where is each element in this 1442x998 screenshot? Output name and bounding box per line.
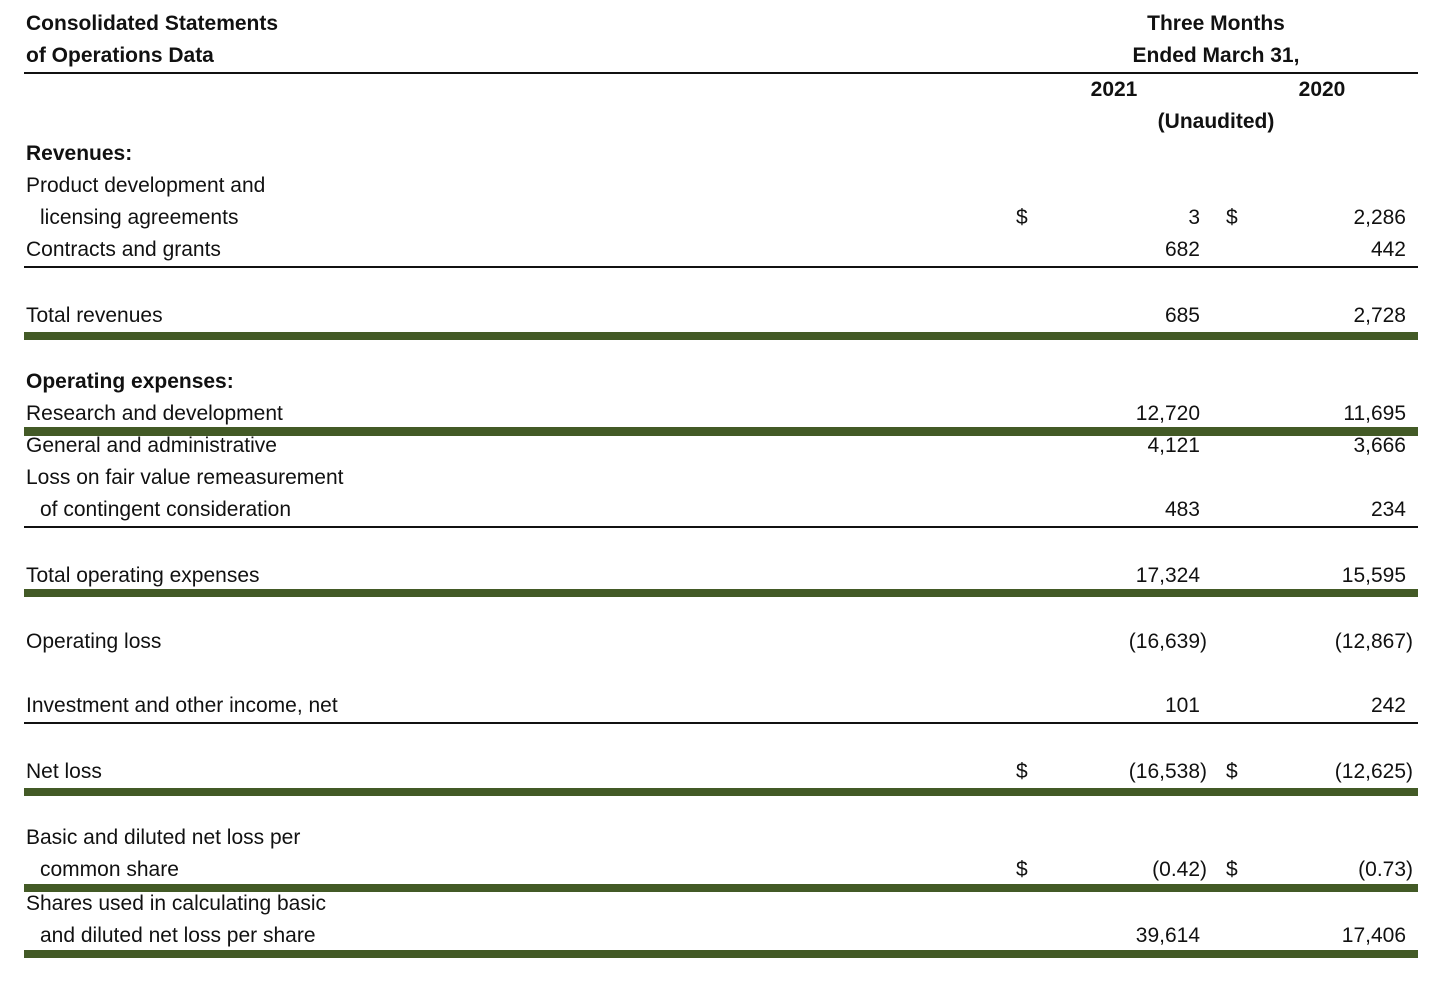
value-2020: 442 — [1370, 238, 1406, 261]
total-rule — [24, 332, 1418, 340]
currency-symbol: $ — [1016, 760, 1028, 783]
subtotal-rule — [24, 526, 1418, 528]
row-label-total-operating-expenses: Total operating expenses — [26, 564, 260, 587]
section-label-operating-expenses: Operating expenses: — [26, 370, 234, 393]
value-2021: (0.42) — [1152, 858, 1207, 881]
header-rule — [24, 72, 1418, 74]
currency-symbol: $ — [1226, 206, 1238, 229]
row-label: Research and development — [26, 402, 283, 425]
unaudited-note: (Unaudited) — [1157, 110, 1275, 133]
value-2020: 2,286 — [1353, 206, 1406, 229]
row-label: Basic and diluted net loss per — [26, 826, 301, 849]
period-header-line2: Ended March 31, — [1132, 44, 1300, 67]
row-label-operating-loss: Operating loss — [26, 630, 162, 653]
section-label-revenues: Revenues: — [26, 142, 133, 165]
row-label: of contingent consideration — [40, 498, 292, 521]
value-2021: (16,639) — [1128, 630, 1207, 653]
total-rule — [24, 788, 1418, 796]
row-label: Contracts and grants — [26, 238, 221, 261]
value-2020: (12,867) — [1334, 630, 1413, 653]
value-2020: 2,728 — [1353, 304, 1406, 327]
row-label-total-revenues: Total revenues — [26, 304, 163, 327]
row-label: Product development and — [26, 174, 266, 197]
subtotal-rule — [24, 722, 1418, 724]
value-2020: (0.73) — [1358, 858, 1413, 881]
row-label: Investment and other income, net — [26, 694, 338, 717]
row-label: General and administrative — [26, 434, 277, 457]
value-2020: 234 — [1370, 498, 1406, 521]
row-label: licensing agreements — [40, 206, 239, 229]
value-2020: 3,666 — [1353, 434, 1406, 457]
row-label-net-loss: Net loss — [26, 760, 102, 783]
value-2020: 11,695 — [1343, 402, 1406, 425]
currency-symbol: $ — [1016, 206, 1028, 229]
value-2021: 3 — [1188, 206, 1200, 229]
row-label: common share — [40, 858, 179, 881]
row-label: Shares used in calculating basic — [26, 892, 327, 915]
value-2020: 242 — [1370, 694, 1406, 717]
period-header-line1: Three Months — [1147, 12, 1285, 35]
value-2020: 17,406 — [1341, 924, 1406, 947]
table-title-line1: Consolidated Statements — [26, 12, 279, 35]
value-2021: 685 — [1164, 304, 1200, 327]
total-rule — [24, 589, 1418, 597]
value-2021: 101 — [1164, 694, 1200, 717]
column-header-2021: 2021 — [1090, 78, 1138, 101]
value-2021: 4,121 — [1147, 434, 1200, 457]
value-2021: 483 — [1164, 498, 1200, 521]
row-label: and diluted net loss per share — [40, 924, 316, 947]
value-2021: 682 — [1164, 238, 1200, 261]
value-2021: 12,720 — [1135, 402, 1200, 425]
row-label: Loss on fair value remeasurement — [26, 466, 344, 489]
column-header-2020: 2020 — [1298, 78, 1346, 101]
total-rule — [24, 950, 1418, 958]
value-2021: 39,614 — [1135, 924, 1200, 947]
value-2021: 17,324 — [1135, 564, 1200, 587]
currency-symbol: $ — [1226, 858, 1238, 881]
currency-symbol: $ — [1226, 760, 1238, 783]
value-2021: (16,538) — [1128, 760, 1207, 783]
subtotal-rule — [24, 266, 1418, 268]
value-2020: (12,625) — [1334, 760, 1413, 783]
value-2020: 15,595 — [1341, 564, 1406, 587]
total-rule — [24, 884, 1418, 892]
table-title-line2: of Operations Data — [26, 44, 214, 67]
currency-symbol: $ — [1016, 858, 1028, 881]
